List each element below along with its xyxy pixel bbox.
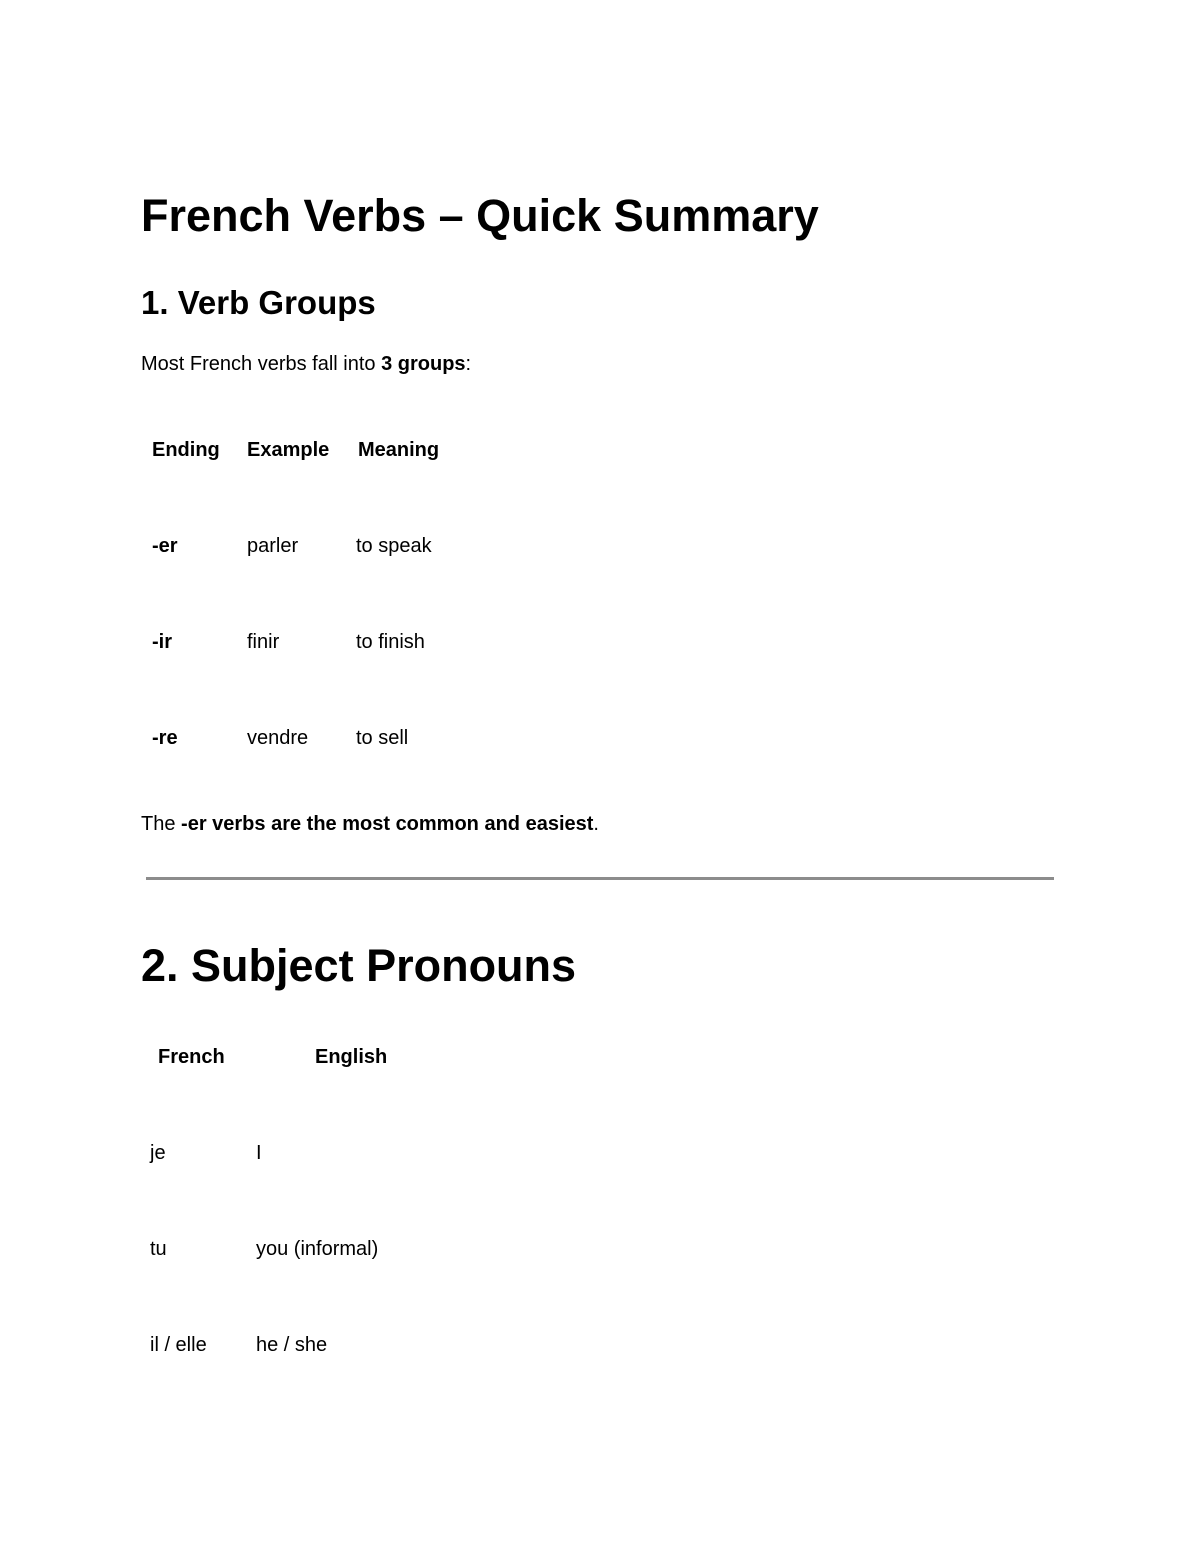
note-bold-text: -er verbs are the most common and easiest bbox=[181, 813, 594, 835]
note-period: . bbox=[593, 813, 599, 835]
table-cell-english: you (informal) bbox=[256, 1238, 379, 1260]
table-cell-ending: -re bbox=[152, 727, 178, 749]
horizontal-divider bbox=[146, 877, 1054, 880]
intro-bold-text: 3 groups bbox=[381, 353, 466, 375]
table-cell-example: parler bbox=[247, 535, 299, 557]
table-cell-french: tu bbox=[150, 1238, 167, 1260]
table-header-meaning: Meaning bbox=[358, 439, 440, 461]
table-cell-french: je bbox=[150, 1142, 166, 1164]
table-cell-english: he / she bbox=[256, 1334, 328, 1356]
table-cell-english: I bbox=[256, 1142, 262, 1164]
table-cell-ending: -ir bbox=[152, 631, 172, 653]
page-title: French Verbs – Quick Summary bbox=[141, 190, 819, 241]
intro-paragraph bbox=[141, 352, 471, 376]
table-header-example: Example bbox=[247, 439, 330, 461]
note-paragraph bbox=[141, 812, 599, 836]
table-cell-example: finir bbox=[247, 631, 280, 653]
table-cell-example: vendre bbox=[247, 727, 309, 749]
table-header-ending: Ending bbox=[152, 439, 220, 461]
table-header-english: English bbox=[315, 1046, 388, 1068]
section-heading-verb-groups: 1. Verb Groups bbox=[141, 284, 376, 321]
table-cell-french: il / elle bbox=[150, 1334, 207, 1356]
table-cell-ending: -er bbox=[152, 535, 178, 557]
table-cell-meaning: to speak bbox=[356, 535, 432, 557]
table-header-french: French bbox=[158, 1046, 225, 1068]
table-cell-meaning: to finish bbox=[356, 631, 425, 653]
note-text: The bbox=[141, 813, 182, 835]
table-cell-meaning: to sell bbox=[356, 727, 409, 749]
intro-text: Most French verbs fall into bbox=[141, 353, 382, 375]
intro-colon: : bbox=[465, 353, 472, 375]
section-heading-subject-pronouns: 2. Subject Pronouns bbox=[141, 940, 577, 991]
